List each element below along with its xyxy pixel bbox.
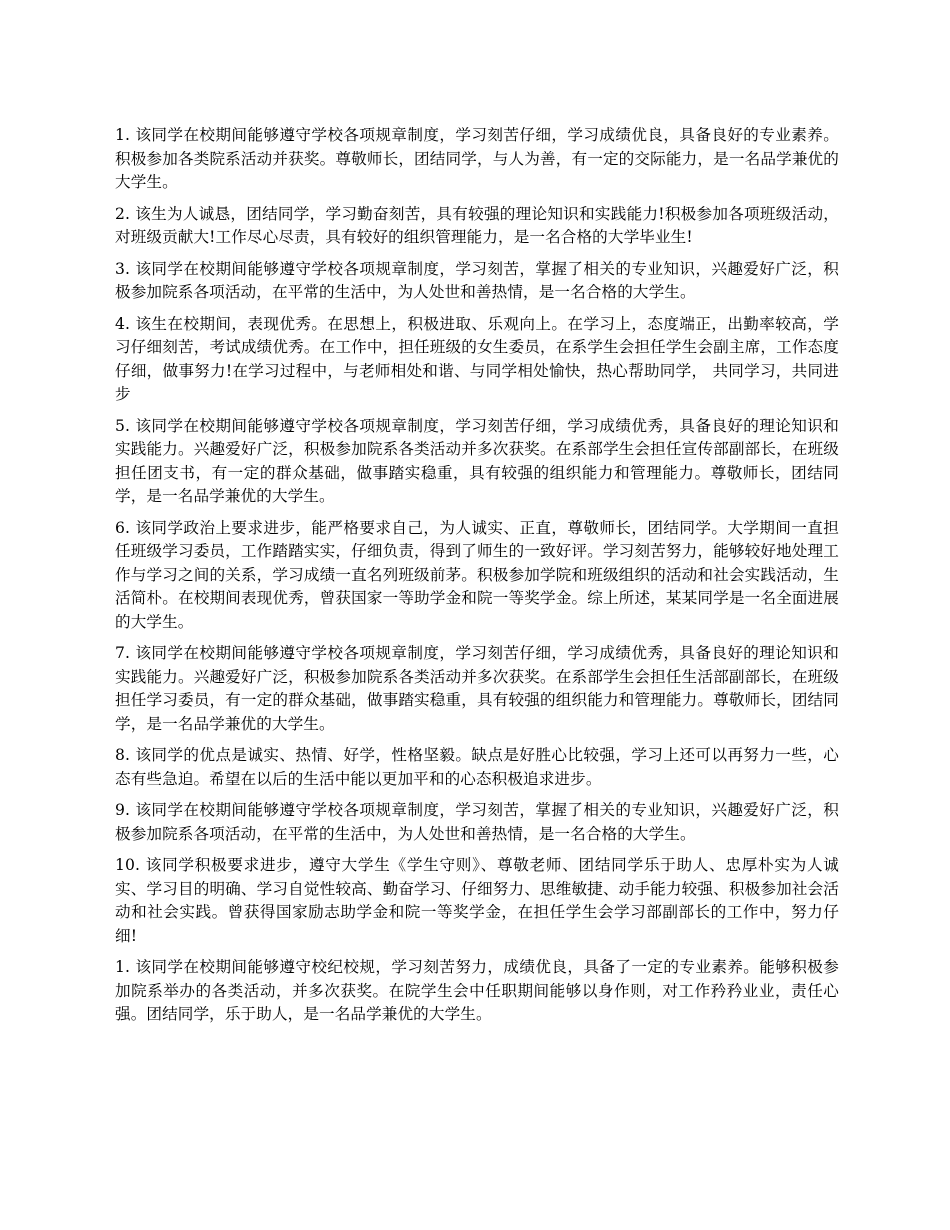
- paragraph-1: 1. 该同学在校期间能够遵守学校各项规章制度，学习刻苦仔细，学习成绩优良，具备良好的专业素养。积极参加各类院系活动并获奖。尊敬师长，团结同学，与人为善，有一定的交际能力，是一名品学兼优的大学生。: [115, 126, 839, 191]
- paragraph-4: 4. 该生在校期间，表现优秀。在思想上，积极进取、乐观向上。在学习上，态度端正，出勤率较高，学习仔细刻苦，考试成绩优秀。在工作中，担任班级的女生委员，在系学生会担任学生会副主席，工作态度仔细，做事努力!在学习过程中，与老师相处和谐、与同学相处愉快，热心帮助同学， 共同学习，共同进步: [115, 314, 839, 403]
- paragraph-9: 9. 该同学在校期间能够遵守学校各项规章制度，学习刻苦，掌握了相关的专业知识，兴趣爱好广泛，积极参加院系各项活动，在平常的生活中，为人处世和善热情，是一名合格的大学生。: [115, 801, 839, 843]
- paragraph-6: 6. 该同学政治上要求进步，能严格要求自己，为人诚实、正直，尊敬师长，团结同学。大学期间一直担任班级学习委员，工作踏踏实实，仔细负责，得到了师生的一致好评。学习刻苦努力，能够较好地处理工作与学习之间的关系，学习成绩一直名列班级前茅。积极参加学院和班级组织的活动和社会实践活动，生活简朴。在校期间表现优秀，曾获国家一等助学金和院一等奖学金。综上所述，某某同学是一名全面进展的大学生。: [115, 518, 839, 631]
- paragraph-2: 2. 该生为人诚恳，团结同学，学习勤奋刻苦，具有较强的理论知识和实践能力!积极参加各项班级活动，对班级贡献大!工作尽心尽责，具有较好的组织管理能力，是一名合格的大学毕业生!: [115, 204, 839, 246]
- paragraph-8: 8. 该同学的优点是诚实、热情、好学，性格坚毅。缺点是好胜心比较强，学习上还可以再努力一些，心态有些急迫。希望在以后的生活中能以更加平和的心态积极追求进步。: [115, 746, 839, 788]
- paragraph-5: 5. 该同学在校期间能够遵守学校各项规章制度，学习刻苦仔细，学习成绩优秀，具备良好的理论知识和实践能力。兴趣爱好广泛，积极参加院系各类活动并多次获奖。在系部学生会担任宣传部副部长，在班级担任团支书，有一定的群众基础，做事踏实稳重，具有较强的组织能力和管理能力。尊敬师长，团结同学，是一名品学兼优的大学生。: [115, 416, 839, 505]
- paragraph-3: 3. 该同学在校期间能够遵守学校各项规章制度，学习刻苦，掌握了相关的专业知识，兴趣爱好广泛，积极参加院系各项活动，在平常的生活中，为人处世和善热情，是一名合格的大学生。: [115, 259, 839, 301]
- paragraph-10: 10. 该同学积极要求进步，遵守大学生《学生守则》、尊敬老师、团结同学乐于助人、忠厚朴实为人诚实、学习目的明确、学习自觉性较高、勤奋学习、仔细努力、思维敏捷、动手能力较强、积极参加社会活动和社会实践。曾获得国家励志助学金和院一等奖学金，在担任学生会学习部副部长的工作中，努力仔细!: [115, 856, 839, 945]
- paragraph-11: 1. 该同学在校期间能够遵守校纪校规，学习刻苦努力，成绩优良，具备了一定的专业素养。能够积极参加院系举办的各类活动，并多次获奖。在院学生会中任职期间能够以身作则，对工作矜矜业业，责任心强。团结同学，乐于助人，是一名品学兼优的大学生。: [115, 958, 839, 1023]
- paragraph-7: 7. 该同学在校期间能够遵守学校各项规章制度，学习刻苦仔细，学习成绩优秀，具备良好的理论知识和实践能力。兴趣爱好广泛，积极参加院系各类活动并多次获奖。在系部学生会担任生活部副部长，在班级担任学习委员，有一定的群众基础，做事踏实稳重，具有较强的组织能力和管理能力。尊敬师长，团结同学，是一名品学兼优的大学生。: [115, 644, 839, 733]
- document-page: [115, 124, 839, 1035]
